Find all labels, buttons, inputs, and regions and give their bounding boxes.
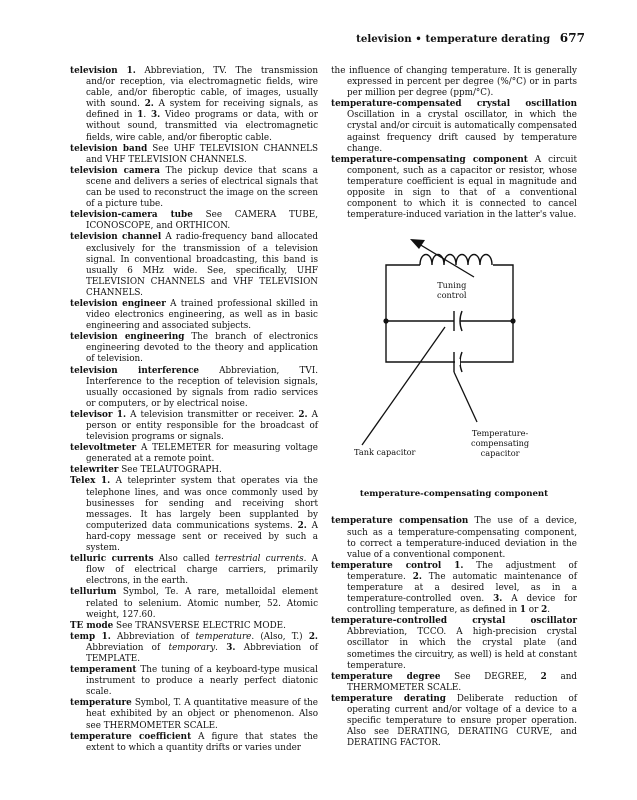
entry-telewriter — [70, 465, 318, 476]
sense-number: 2. — [144, 99, 154, 110]
headword: temperature — [70, 698, 132, 709]
tank-capacitor-label: Tank capacitor — [354, 447, 416, 458]
definition-text: Abbreviation of TEMPLATE. — [86, 642, 318, 664]
sense-number: 1. — [441, 560, 464, 571]
headword: television — [70, 66, 118, 76]
definition-text: A circuit component, such as a capacitor or resistor, whose temperature coefficient is equal in magnitude and opposite in sign to that of a conventional component to which it is connected to cancel temperature-induced variation in the latter's value. — [347, 154, 577, 221]
sense-number: 1. — [95, 631, 111, 642]
left-column — [70, 66, 318, 754]
definition-text: . — [215, 642, 227, 653]
definition-text: The adjustment of temperature. — [347, 560, 577, 582]
definition-text: A figure that states the extent to which a quantity drifts or varies under — [86, 731, 318, 753]
headword: televoltmeter — [70, 443, 137, 454]
headword: television engineer — [70, 298, 166, 309]
entry-television-camera — [70, 166, 318, 210]
entry-temperature-compensation — [331, 516, 577, 560]
right-column-bottom-entries — [331, 516, 577, 749]
definition-text: Abbreviation of — [86, 642, 169, 653]
page-number: 677 — [559, 31, 585, 45]
headword: temperature derating — [331, 693, 446, 704]
definition-text: See CAMERA TUBE, ICONOSCOPE, and ORTHICON. — [86, 210, 319, 232]
entry-television-channel — [70, 232, 318, 299]
tuning-control-label: Tuning control — [437, 280, 467, 300]
headword: temperature coefficient — [70, 731, 192, 742]
definition-text: the influence of changing temperature. It is generally expressed in percent per degree (%/°C) or in parts per million per degree (ppm/°C). — [331, 66, 577, 99]
headword: television band — [70, 143, 148, 154]
headword: temp — [70, 631, 96, 642]
definition-text: A hard-copy message sent or received by such a system. — [86, 520, 319, 554]
running-title: television • temperature derating — [356, 33, 551, 45]
junction-dot — [510, 319, 515, 324]
entry-temperature-compensating-component — [331, 155, 577, 222]
definition-text: Video programs or data, with or without sound, transmitted via electromagnetic fields, wire cable, and/or fiberoptic cable. — [86, 110, 319, 143]
label-leader-tank — [362, 327, 445, 445]
definition-text: Also called — [153, 554, 215, 565]
inductor-coil — [420, 255, 492, 266]
entry-temperament — [70, 665, 318, 698]
right-column-top-entries — [331, 66, 577, 221]
running-header — [356, 31, 585, 45]
sense-number: 2. — [297, 520, 307, 531]
definition-text: A teleprinter system that operates via the telephone lines, and was once commonly used by businesses for sending and receiving short messages. It has largely been supplanted by computerized data communications systems. — [86, 476, 318, 531]
italic-term: terrestrial currents — [214, 554, 304, 565]
entry-tellurium — [70, 587, 318, 620]
definition-text: See UHF TELEVISION CHANNELS and VHF TELEVISION CHANNELS. — [86, 143, 318, 165]
entry-telluric-currents — [70, 554, 318, 587]
sense-number: 1 — [137, 110, 144, 121]
definition-text: Symbol, Te. A rare, metalloidal element related to selenium. Atomic number, 52. Atomic weight, 127.60. — [86, 587, 318, 620]
definition-text: . — [547, 605, 551, 616]
headword: television camera — [70, 165, 160, 176]
entry-telex — [70, 476, 318, 554]
sense-number: 2. — [412, 571, 422, 582]
headword: temperature-controlled crystal oscillator — [331, 616, 577, 627]
definition-text: Abbreviation, TCCO. A high-precision crystal oscillator in which the crystal plate (and sometimes the circuitry, as well) is held at constant temperature. — [347, 627, 577, 671]
sense-number: 1 — [519, 605, 526, 616]
headword: television engineering — [70, 332, 185, 343]
sense-number: 3. — [493, 594, 503, 605]
sense-number: 1. — [117, 66, 136, 76]
entry-temp — [70, 632, 318, 665]
entry-temperature-controlled-crystal-oscillator — [331, 616, 577, 671]
label-leader-comp — [454, 372, 477, 422]
figure-caption: temperature-compensating component — [359, 489, 549, 500]
headword: TE mode — [70, 620, 114, 631]
headword: tellurium — [70, 587, 117, 598]
sense-number: 2. — [308, 631, 318, 642]
definition-text: . — [143, 110, 151, 121]
definition-text: See TRANSVERSE ELECTRIC MODE. — [113, 620, 286, 631]
entry-televisor — [70, 410, 318, 443]
entry-televoltmeter — [70, 443, 318, 465]
entry-television — [70, 66, 318, 144]
tuning-arrow-shaft — [414, 241, 474, 277]
definition-text: Abbreviation, TVI. Interference to the reception of television signals, usually occasioned by signals from radio services or computers, or by electrical noise. — [86, 365, 318, 409]
definition-text: A trained professional skilled in video electronics engineering, as well as in basic engineering and associated subjects. — [86, 298, 318, 332]
entry-temperature-coefficient — [70, 732, 318, 754]
entry-temperature-control — [331, 561, 577, 616]
entry-temperature-degree — [331, 672, 577, 694]
headword: temperature degree — [331, 671, 441, 682]
sense-number: 3. — [150, 110, 161, 121]
sense-number: 2 — [541, 605, 548, 616]
sense-number: 2 — [540, 671, 547, 682]
headword: televisor — [70, 409, 113, 420]
sense-number: 3. — [226, 642, 236, 653]
definition-text: The branch of electronics engineering devoted to the theory and application of television. — [86, 332, 318, 365]
definition-text: The tuning of a keyboard-type musical instrument to produce a nearly perfect diatonic scale. — [86, 665, 318, 698]
compensating-capacitor-label: Temperature- compensating capacitor — [471, 428, 530, 458]
definition-text: or — [526, 605, 542, 616]
entry-television-engineering — [70, 332, 318, 365]
entry-television-camera-tube — [70, 210, 318, 232]
definition-text: A system for receiving signals, as defined in — [86, 99, 318, 121]
headword: telluric currents — [70, 554, 154, 565]
definition-text: and THERMOMETER SCALE. — [347, 671, 578, 693]
definition-text: The automatic maintenance of temperature at a desired level, as in a temperature-controlled oven. — [347, 571, 577, 605]
definition-text: Abbreviation, TV. The transmission and/or reception, via electromagnetic fields, wire cable, and/or fiberoptic cable, of images, usually with sound. — [86, 66, 319, 110]
headword: temperament — [70, 665, 137, 676]
definition-text: A television transmitter or receiver. — [126, 409, 299, 420]
entry-temperature-compensated-crystal-oscillation — [331, 99, 577, 154]
definition-text: . A flow of electrical charge carriers, primarily electrons, in the earth. — [86, 554, 318, 587]
headword: telewriter — [70, 465, 119, 476]
entry-temperature — [70, 698, 318, 731]
definition-text: The use of a device, such as a temperature-compensating component, to correct a temperature-induced deviation in the value of a conventional component. — [347, 516, 577, 560]
definition-text: A person or entity responsible for the broadcast of television programs or signals. — [86, 409, 318, 443]
sense-number: 1. — [112, 409, 127, 420]
entry-te-mode — [70, 621, 318, 632]
entry-television-engineer — [70, 299, 318, 332]
headword: television interference — [70, 365, 200, 376]
definition-text: A device for controlling temperature, as defined in — [347, 594, 577, 616]
italic-term: temperature — [195, 631, 252, 642]
headword: television-camera tube — [70, 210, 193, 221]
headword: temperature compensation — [331, 516, 469, 527]
entry-television-band — [70, 144, 318, 166]
definition-text: A radio-frequency band allocated exclusively for the transmission of a television signal. In conventional broadcasting, this band is usually 6 MHz wide. See, specifically, UHF TELEVISION CHANNELS and VHF TELEVISION CHANNELS. — [86, 232, 318, 298]
definition-text: See DEGREE, — [440, 671, 541, 682]
sense-number: 1. — [95, 476, 111, 487]
entry-temperature-coefficient-cont — [331, 66, 577, 99]
italic-term: temporary — [168, 642, 216, 653]
headword: temperature-compensating component — [331, 154, 528, 165]
definition-text: A TELEMETER for measuring voltage generated at a remote point. — [86, 443, 318, 465]
definition-text: Oscillation in a crystal oscillator, in which the crystal and/or circuit is automatically compensated against frequency drift caused by temperature change. — [347, 110, 577, 154]
entry-television-interference — [70, 366, 318, 410]
definition-text: Abbreviation of — [110, 631, 196, 642]
definition-text: The pickup device that scans a scene and delivers a series of electrical signals that can be used to reconstruct the image on the screen of a picture tube. — [86, 165, 318, 210]
definition-text: . (Also, T.) — [251, 631, 309, 642]
headword: temperature-compensated crystal oscillation — [331, 99, 577, 110]
right-column — [331, 66, 577, 749]
tuning-arrow-head — [410, 239, 425, 249]
entry-temperature-derating — [331, 694, 577, 749]
headword: television channel — [70, 232, 162, 243]
definition-text: See TELAUTOGRAPH. — [118, 465, 222, 476]
definition-text: Deliberate reduction of operating current and/or voltage of a device to a specific temperature to ensure proper operation. Also see DERATING, DERATING CURVE, and DERATING FACTOR. — [347, 693, 577, 749]
sense-number: 2. — [298, 409, 308, 420]
circuit-figure — [331, 237, 577, 487]
headword: temperature control — [331, 560, 442, 571]
junction-dot — [383, 319, 388, 324]
definition-text: Symbol, T. A quantitative measure of the heat exhibited by an object or phenomenon. Also see THERMOMETER SCALE. — [86, 698, 318, 731]
headword: Telex — [70, 476, 96, 487]
